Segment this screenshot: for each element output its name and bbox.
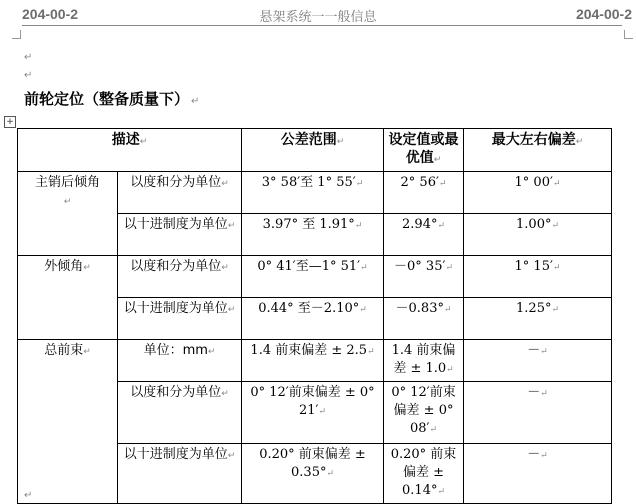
tolerance-cell: 3.97° 至 1.91°↵ <box>242 214 384 256</box>
header-doc-code-left: 204-00-2 <box>22 6 79 22</box>
unit-cell: 以度和分为单位↵ <box>118 256 242 298</box>
tolerance-cell: 1.4 前束偏差 ± 2.5↵ <box>242 340 384 382</box>
group-label-caster: 主销后倾角 ↵ <box>18 172 118 256</box>
max-diff-cell: －↵ <box>464 340 612 382</box>
unit-cell: 以十进制度为单位↵ <box>118 298 242 340</box>
setting-cell: 2° 56′↵ <box>384 172 464 214</box>
max-diff-cell: 1.00°↵ <box>464 214 612 256</box>
section-title-text: 前轮定位（整备质量下） <box>24 90 190 108</box>
header-description: 描述↵ <box>18 129 242 172</box>
setting-cell: －0.83°↵ <box>384 298 464 340</box>
group-label-camber: 外倾角↵ <box>18 256 118 340</box>
max-diff-cell: －↵ <box>464 444 612 504</box>
setting-cell: －0° 35′↵ <box>384 256 464 298</box>
max-diff-cell: －↵ <box>464 382 612 444</box>
setting-cell: 1.4 前束偏差 ± 1.0↵ <box>384 340 464 382</box>
table-header-row <box>18 129 612 172</box>
unit-cell: 单位：mm↵ <box>118 340 242 382</box>
tolerance-cell: 0.20° 前束偏差 ± 0.35°↵ <box>242 444 384 504</box>
header-rule <box>22 25 622 26</box>
paragraph-mark: ↵ <box>24 490 33 501</box>
header-max-diff: 最大左右偏差↵ <box>464 129 612 172</box>
unit-cell: 以十进制度为单位↵ <box>118 444 242 504</box>
tolerance-cell: 0° 41′至—1° 51′↵ <box>242 256 384 298</box>
header-doc-title: 悬架系统一一般信息 <box>259 10 377 25</box>
alignment-spec-table <box>17 128 612 504</box>
unit-cell: 以度和分为单位↵ <box>118 172 242 214</box>
unit-cell: 以度和分为单位↵ <box>118 382 242 444</box>
table-row <box>18 172 612 214</box>
section-title <box>24 88 199 109</box>
unit-cell: 以十进制度为单位↵ <box>118 214 242 256</box>
paragraph-mark: ↵ <box>24 70 33 81</box>
tolerance-cell: 0.44° 至－2.10°↵ <box>242 298 384 340</box>
max-diff-cell: 1° 15′↵ <box>464 256 612 298</box>
setting-cell: 0.20° 前束偏差 ± 0.14°↵ <box>384 444 464 504</box>
max-diff-cell: 1° 00′↵ <box>464 172 612 214</box>
tolerance-cell: 0° 12′前束偏差 ± 0° 21′↵ <box>242 382 384 444</box>
crop-mark-top-left <box>12 30 21 39</box>
max-diff-cell: 1.25°↵ <box>464 298 612 340</box>
crop-mark-top-right <box>624 30 633 39</box>
header-setting: 设定值或最优值↵ <box>384 129 464 172</box>
group-label-toe: 总前束↵ <box>18 340 118 504</box>
header-doc-code-right: 204-00-2 <box>575 6 632 22</box>
setting-cell: 0° 12′前束偏差 ± 0° 08′↵ <box>384 382 464 444</box>
tolerance-cell: 3° 58′至 1° 55′↵ <box>242 172 384 214</box>
paragraph-mark: ↵ <box>191 96 200 107</box>
header-tolerance: 公差范围↵ <box>242 129 384 172</box>
table-move-handle-icon[interactable]: + <box>4 116 16 128</box>
paragraph-mark: ↵ <box>24 52 33 63</box>
table-row <box>18 256 612 298</box>
setting-cell: 2.94°↵ <box>384 214 464 256</box>
table-row <box>18 340 612 382</box>
